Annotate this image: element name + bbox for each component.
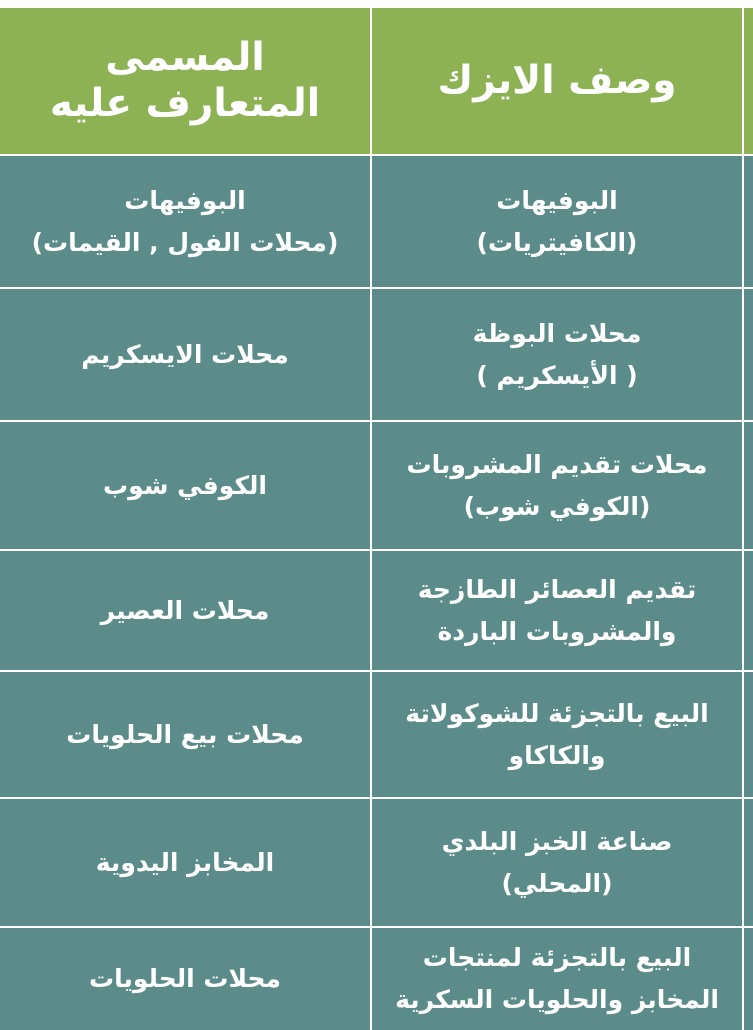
header-common-name-line2: المتعارف عليه xyxy=(49,81,321,126)
row-2-isic-line1: محلات البوظة xyxy=(472,318,642,348)
row-5-common-name-line1: محلات بيع الحلويات xyxy=(66,719,304,749)
row-4-common-name-line1: محلات العصير xyxy=(100,595,270,625)
row-6-edge xyxy=(744,799,753,926)
row-6-common-name-line1: المخابز اليدوية xyxy=(95,847,275,877)
row-7-common-name-line1: محلات الحلويات xyxy=(88,964,282,993)
row-1-common-name xyxy=(0,156,370,287)
row-2-edge xyxy=(744,289,753,420)
row-6-isic-line2: (المحلي) xyxy=(501,868,613,898)
row-6-isic-description xyxy=(372,799,742,926)
row-1-isic-line2: (الكافيتريات) xyxy=(476,227,638,257)
row-5-isic-description xyxy=(372,672,742,797)
header-common-name xyxy=(0,8,370,154)
row-5-edge xyxy=(744,672,753,797)
row-3-isic-line2: (الكوفي شوب) xyxy=(463,491,651,521)
row-2-common-name xyxy=(0,289,370,420)
row-7-common-name xyxy=(0,928,370,1030)
row-1-edge xyxy=(744,156,753,287)
row-6-common-name xyxy=(0,799,370,926)
row-3-common-name-line1: الكوفي شوب xyxy=(103,470,267,500)
header-isic-description-text: وصف الايزك xyxy=(437,58,677,103)
row-1-common-name-line2: (محلات الفول , القيمات) xyxy=(31,227,339,257)
row-7-edge xyxy=(744,928,753,1030)
row-2-common-name-line1: محلات الايسكريم xyxy=(81,339,289,369)
row-6-isic-line1: صناعة الخبز البلدي xyxy=(441,826,673,856)
row-3-isic-description xyxy=(372,422,742,549)
row-1-common-name-line1: البوفيهات xyxy=(124,185,246,215)
header-edge-column xyxy=(744,8,753,154)
row-3-isic-line1: محلات تقديم المشروبات xyxy=(406,449,708,479)
row-4-isic-description xyxy=(372,551,742,670)
row-4-common-name xyxy=(0,551,370,670)
row-2-isic-description xyxy=(372,289,742,420)
row-3-edge xyxy=(744,422,753,549)
row-7-isic-description xyxy=(372,928,742,1030)
row-4-isic-line1: تقديم العصائر الطازجة xyxy=(417,574,697,604)
row-5-isic-line1: البيع بالتجزئة للشوكولاتة xyxy=(405,698,709,728)
row-1-isic-description xyxy=(372,156,742,287)
row-2-isic-line2: ( الأيسكريم ) xyxy=(476,360,638,390)
row-1-isic-line1: البوفيهات xyxy=(496,185,618,215)
row-5-isic-line2: والكاكاو xyxy=(508,740,606,770)
row-7-isic-line2: المخابز والحلويات السكرية xyxy=(395,985,719,1014)
row-4-edge xyxy=(744,551,753,670)
row-5-common-name xyxy=(0,672,370,797)
header-isic-description xyxy=(372,8,742,154)
row-4-isic-line2: والمشروبات الباردة xyxy=(437,616,677,646)
activity-table xyxy=(0,8,753,1024)
row-7-isic-line1: البيع بالتجزئة لمنتجات xyxy=(422,943,692,972)
row-3-common-name xyxy=(0,422,370,549)
header-common-name-line1: المسمى xyxy=(105,35,265,80)
